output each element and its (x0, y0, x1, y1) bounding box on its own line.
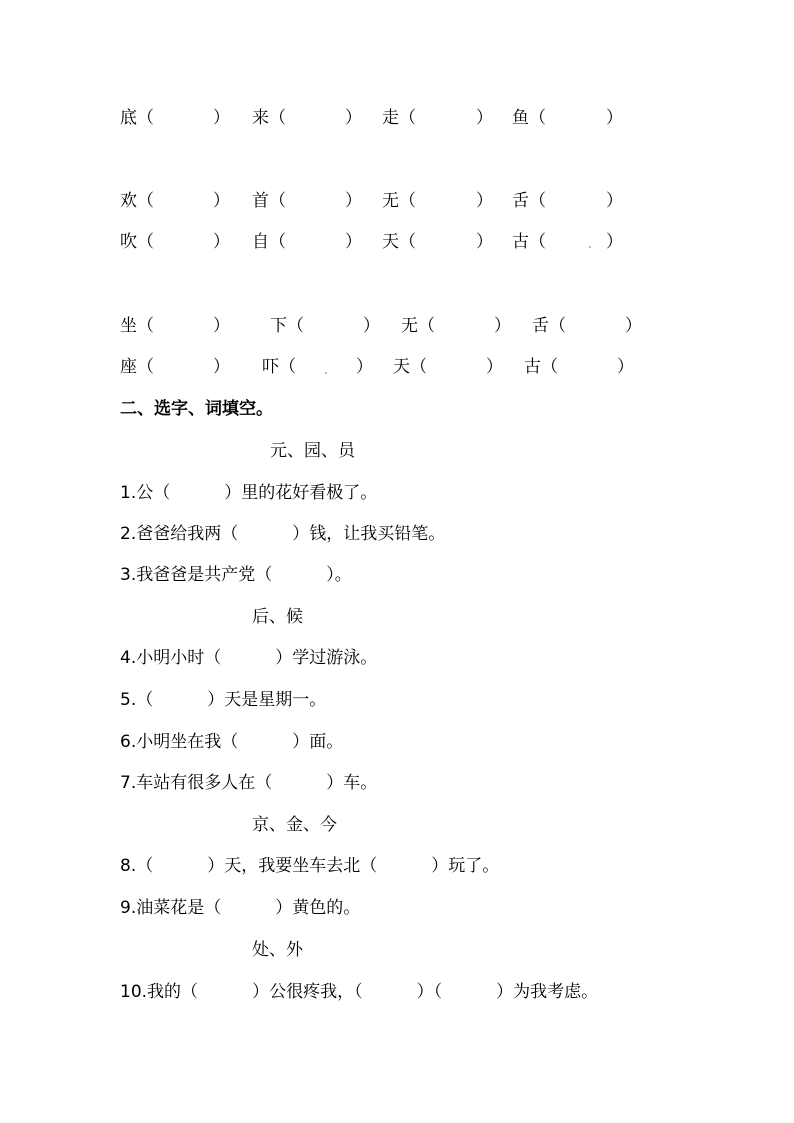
char-entry-close: ） (494, 316, 511, 336)
question-line: 1.公（ ）里的花好看极了。 (120, 483, 378, 503)
char-entry-open: 古（ (524, 357, 558, 377)
question-line: 3.我爸爸是共产党（ ）。 (120, 565, 352, 585)
char-entry-open: 自（ (252, 232, 286, 252)
question-line: 9.油菜花是（ ）黄色的。 (120, 898, 361, 918)
char-entry-open: 天（ (393, 357, 427, 377)
char-entry-open: 走（ (382, 108, 416, 128)
section-heading: 二、选字、词填空。 (120, 399, 273, 419)
char-entry-close: ） (213, 316, 230, 336)
char-entry-close: ） (213, 232, 230, 252)
char-entry-close: ） (356, 357, 373, 377)
char-entry-open: 来（ (252, 108, 286, 128)
word-choices: 后、候 (252, 607, 303, 627)
question-line: 2.爸爸给我两（ ）钱，让我买铅笔。 (120, 524, 446, 544)
word-choices: 京、金、今 (252, 815, 337, 835)
question-line: 10.我的（ ）公很疼我，（ ）（ ）为我考虑。 (120, 982, 599, 1002)
char-entry-open: 古（ (512, 232, 546, 252)
char-entry-open: 鱼（ (512, 108, 546, 128)
char-entry-open: 无（ (401, 316, 435, 336)
question-line: 5.（ ）天是星期一。 (120, 690, 327, 710)
word-choices: 处、外 (252, 940, 303, 960)
question-line: 8.（ ）天，我要坐车去北（ ）玩了。 (120, 856, 500, 876)
char-entry-open: 吓（ (262, 357, 296, 377)
char-entry-close: ） (213, 108, 230, 128)
char-entry-open: 座（ (120, 357, 154, 377)
word-choices: 元、园、员 (270, 441, 355, 461)
char-entry-close: ） (476, 108, 493, 128)
char-entry-close: ） (363, 316, 380, 336)
char-entry-close: ） (476, 232, 493, 252)
question-line: 7.车站有很多人在（ ）车。 (120, 773, 378, 793)
char-entry-close: ） (213, 191, 230, 211)
char-entry-open: 天（ (382, 232, 416, 252)
char-entry-close: ） (345, 191, 362, 211)
char-entry-open: 舌（ (512, 191, 546, 211)
char-entry-open: 下（ (270, 316, 304, 336)
char-entry-close: ） (476, 191, 493, 211)
char-entry-close: ） (625, 316, 642, 336)
char-entry-close: ） (606, 191, 623, 211)
char-entry-close: ） (213, 357, 230, 377)
char-entry-close: ） (486, 357, 503, 377)
char-entry-close: ） (606, 108, 623, 128)
char-entry-open: 坐（ (120, 316, 154, 336)
ink-speck (325, 372, 327, 374)
question-line: 6.小明坐在我（ ）面。 (120, 732, 344, 752)
char-entry-close: ） (345, 108, 362, 128)
char-entry-open: 无（ (382, 191, 416, 211)
char-entry-open: 吹（ (120, 232, 154, 252)
ink-speck (589, 246, 591, 248)
question-line: 4.小明小时（ ）学过游泳。 (120, 648, 378, 668)
char-entry-open: 首（ (252, 191, 286, 211)
char-entry-close: ） (617, 357, 634, 377)
char-entry-open: 底（ (120, 108, 154, 128)
char-entry-close: ） (345, 232, 362, 252)
char-entry-close: ） (606, 232, 623, 252)
char-entry-open: 欢（ (120, 191, 154, 211)
char-entry-open: 舌（ (532, 316, 566, 336)
